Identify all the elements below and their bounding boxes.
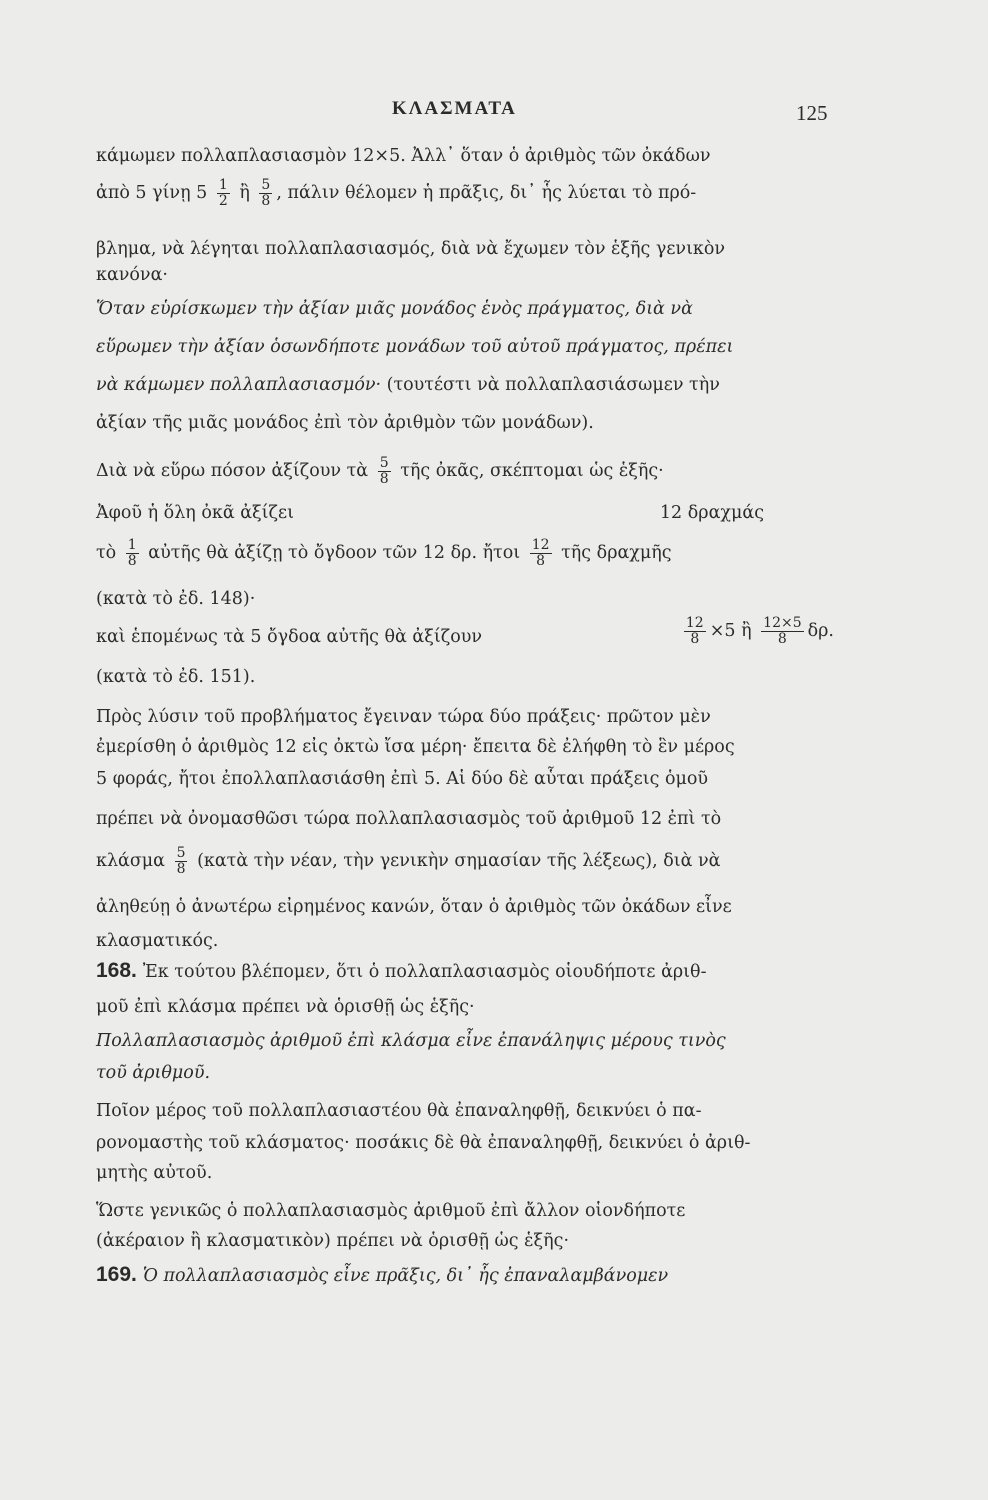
line-text: ἀληθεύῃ ὁ ἀνωτέρω εἰρημένος κανών, ὅταν ὁ ἀριθμὸς τῶν ὀκάδων εἶνε (96, 897, 732, 917)
line-text: (κατὰ τὸ ἐδ. 148)· (96, 589, 256, 609)
line-text: μοῦ ἐπὶ κλάσμα πρέπει νὰ ὁρισθῇ ὡς ἑξῆς· (96, 997, 475, 1017)
text-line (96, 296, 834, 322)
text-line (96, 994, 834, 1020)
line-text: αὐτῆς θὰ ἀξίζῃ τὸ ὄγδοον τῶν 12 δρ. ἤτοι (148, 543, 521, 563)
text-line (96, 1198, 834, 1224)
line-text: Ποῖον μέρος τοῦ πολλαπλασιαστέου θὰ ἐπαναληφθῇ, δεικνύει ὁ πα- (96, 1101, 702, 1121)
line-text: Ὥστε γενικῶς ὁ πολλαπλασιασμὸς ἀριθμοῦ ἐπὶ ἄλλον οἱονδήποτε (96, 1201, 686, 1221)
denominator: 8 (536, 553, 546, 569)
denominator: 8 (379, 471, 389, 487)
line-text: καὶ ἑπομένως τὰ 5 ὄγδοα αὐτῆς θὰ ἀξίζουν (96, 627, 483, 647)
text-line (96, 1160, 834, 1186)
line-text: κλασματικός. (96, 931, 219, 951)
fraction (175, 846, 188, 877)
text-line (96, 143, 834, 169)
line-text: ἐμερίσθη ὁ ἀριθμὸς 12 εἰς ὀκτὼ ἴσα μέρη· ἔπειτα δὲ ἐλήφθη τὸ ἓν μέρος (96, 737, 735, 757)
denominator: 8 (690, 631, 700, 647)
line-text: ρονομαστὴς τοῦ κλάσματος· ποσάκις δὲ θὰ ἐπαναληφθῇ, δεικνύει ὁ ἀριθ- (96, 1133, 751, 1153)
numerator: 5 (379, 455, 389, 471)
line-text: Ἐκ τούτου βλέπομεν, ὅτι ὁ πολλαπλασιασμὸς οἱουδήποτε ἀριθ- (142, 962, 707, 982)
line-text: μητὴς αὐτοῦ. (96, 1163, 213, 1183)
denominator: 8 (127, 553, 137, 569)
line-text: ἀπὸ 5 γίνῃ 5 (96, 183, 208, 203)
line-text: Διὰ νὰ εὕρω πόσον ἀξίζουν τὰ (96, 461, 369, 481)
text-line (96, 372, 834, 398)
line-text: ἢ (239, 183, 250, 203)
line-text: τὸ (96, 543, 117, 563)
line-text: κανόνα· (96, 265, 168, 285)
line-text: κλάσμα (96, 851, 165, 871)
numerator: 12 (685, 615, 704, 631)
denominator: 8 (176, 861, 186, 877)
denominator: 8 (777, 631, 787, 647)
formula (680, 616, 834, 647)
line-text: (κατὰ τὴν νέαν, τὴν γενικὴν σημασίαν τῆς λέξεως), διὰ νὰ (197, 851, 721, 871)
line-text: (τουτέστι νὰ πολλαπλασιάσωμεν τὴν (381, 375, 720, 395)
numerator: 5 (261, 177, 271, 193)
text-line (96, 236, 834, 262)
denominator: 2 (218, 193, 228, 209)
line-text: κάμωμεν πολλαπλασιασμὸν 12×5. Ἀλλ᾽ ὅταν ὁ ἀριθμὸς τῶν ὀκάδων (96, 146, 711, 166)
text-line (96, 958, 834, 985)
text-line (96, 410, 834, 436)
italic-rule-text: Ὅταν εὑρίσκωμεν τὴν ἀξίαν μιᾶς μονάδος ἑνὸς πράγματος, διὰ νὰ (96, 299, 693, 319)
line-text: , πάλιν θέλομεν ἡ πρᾶξις, δι᾽ ἧς λύεται τὸ πρό- (276, 183, 697, 203)
italic-rule-text: Πολλαπλασιασμὸς ἀριθμοῦ ἐπὶ κλάσμα εἶνε ἐπανάληψις μέρους τινὸς (96, 1031, 726, 1051)
italic-rule-text: τοῦ ἀριθμοῦ. (96, 1063, 211, 1083)
line-text: (ἀκέραιον ἢ κλασματικὸν) πρέπει νὰ ὁρισθῇ ὡς ἑξῆς· (96, 1231, 570, 1251)
line-text: τῆς δραχμῆς (561, 543, 672, 563)
page-number: 125 (796, 101, 828, 125)
text-line (96, 1098, 834, 1124)
text-line (96, 894, 834, 920)
text-line (96, 734, 834, 760)
line-text: δρ. (807, 621, 834, 641)
fraction (378, 456, 391, 487)
text-line (96, 1130, 834, 1156)
page-header (0, 98, 988, 130)
text-line (96, 1028, 834, 1054)
numerator: 12×5 (763, 615, 802, 631)
line-text: ἀξίαν τῆς μιᾶς μονάδος ἐπὶ τὸν ἀριθμὸν τῶν μονάδων). (96, 413, 594, 433)
numerator: 1 (218, 177, 228, 193)
fraction (530, 538, 552, 569)
fraction (684, 616, 706, 647)
italic-rule-text: νὰ κάμωμεν πολλαπλασιασμόν· (96, 375, 382, 395)
section-number: 168. (96, 959, 137, 982)
numerator: 1 (127, 537, 137, 553)
text-line (96, 586, 834, 612)
line-text: 5 φοράς, ἤτοι ἐπολλαπλασιάσθη ἐπὶ 5. Αἱ δύο δὲ αὗται πράξεις ὁμοῦ (96, 769, 709, 789)
fraction (126, 538, 139, 569)
text-line (96, 456, 834, 487)
fraction (259, 178, 272, 209)
running-title: ΚΛΑΣΜΑΤΑ (392, 98, 517, 119)
text-line (96, 538, 834, 569)
text-line (96, 806, 834, 832)
line-text: τῆς ὀκᾶς, σκέπτομαι ὡς ἑξῆς· (400, 461, 664, 481)
text-line (96, 262, 834, 288)
numerator: 5 (176, 845, 186, 861)
line-text: Ἀφοῦ ἡ ὅλη ὀκᾶ ἀξίζει (96, 503, 294, 523)
italic-rule-text: Ὁ πολλαπλασιασμὸς εἶνε πρᾶξις, δι᾽ ἧς ἐπαναλαμβάνομεν (142, 1266, 669, 1286)
text-line (96, 334, 834, 360)
text-line (96, 766, 834, 792)
text-line (96, 1262, 834, 1289)
line-text: (κατὰ τὸ ἐδ. 151). (96, 667, 256, 687)
text-line (96, 928, 834, 954)
italic-rule-text: εὕρωμεν τὴν ἀξίαν ὁσωνδήποτε μονάδων τοῦ αὐτοῦ πράγματος, πρέπει (96, 337, 734, 357)
section-number: 169. (96, 1263, 137, 1286)
denominator: 8 (261, 193, 271, 209)
line-text: 12 δραχμάς (659, 503, 764, 523)
fraction (217, 178, 230, 209)
numerator: 12 (531, 537, 550, 553)
text-line (96, 1228, 834, 1254)
line-text: Πρὸς λύσιν τοῦ προβλήματος ἔγειναν τώρα δύο πράξεις· πρῶτον μὲν (96, 707, 711, 727)
text-line (96, 178, 834, 209)
line-text: βλημα, νὰ λέγηται πολλαπλασιασμός, διὰ νὰ ἔχωμεν τὸν ἑξῆς γενικὸν (96, 239, 726, 259)
text-line (96, 500, 834, 526)
text-line (96, 704, 834, 730)
line-text: πρέπει νὰ ὀνομασθῶσι τώρα πολλαπλασιασμὸς τοῦ ἀριθμοῦ 12 ἐπὶ τὸ (96, 809, 722, 829)
text-line (96, 846, 834, 877)
text-line (96, 664, 834, 690)
line-text: ×5 ἢ (709, 621, 752, 641)
fraction (761, 616, 803, 647)
text-line (96, 1060, 834, 1086)
